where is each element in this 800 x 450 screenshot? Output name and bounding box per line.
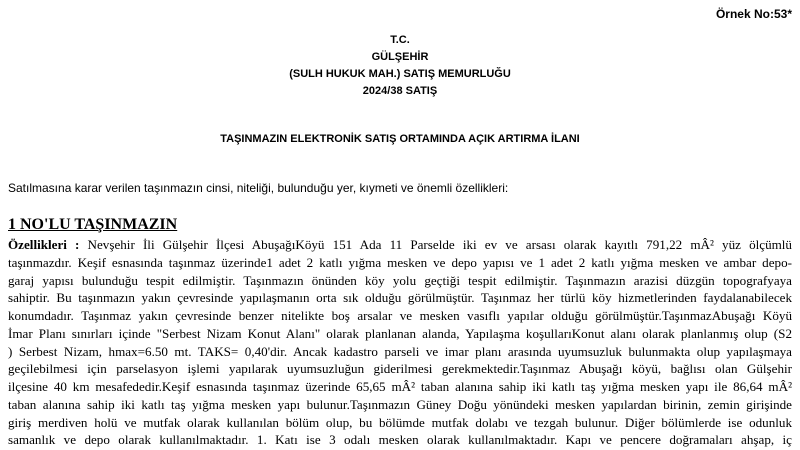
features-label: Özellikleri :	[8, 237, 80, 252]
features-paragraph	[8, 236, 792, 449]
features-line-5: İmar Planı sınırları içinde "Serbest Nizam Konut Alanı" olarak planlanan alanda, Yapılaşma koşullarıKonut alanı olarak planlanmış olup (S2	[8, 325, 792, 341]
features-line-8: ilçesine 40 km mesafededir.Keşif esnasında taşınmaz üzerinde 65,65 mÂ² taban alanına sahip iki katlı taş yığma mesken yapı ile 86,64 mÂ²	[8, 379, 792, 394]
intro-paragraph: Satılmasına karar verilen taşınmazın cinsi, niteliği, bulunduğu yer, kıymeti ve önemli özellikleri:	[8, 181, 509, 195]
features-line-3: sahiptir. Bu taşınmazın yakın çevresinde yapılaşmanın orta sık olduğu görülmüştür. Taşınmaz her türlü köy hizmetlerinden faydalanabilecek	[8, 290, 792, 306]
features-line-4: konumdadır. Taşınmaz yakın çevresinde benzer nitelikte boş arsalar ve mesken vasıflı yapılar olduğu görülmüştür.TaşınmazAbuşağı Köyü	[8, 308, 792, 323]
header-line-tc: T.C.	[390, 34, 410, 46]
features-line-10: giriş merdiven holü ve mutfak olarak kullanılan bölüm olup, bu bölümde mutfak dolabı ve tezgah bulunur. Diğer bölümlerde ise odunluk	[8, 414, 792, 430]
section-title: 1 NO'LU TAŞINMAZIN	[8, 216, 178, 233]
features-line-0-text: Nevşehir İli Gülşehir İlçesi AbuşağıKöyü 151 Ada 11 Parselde iki ev ve arsası olarak kayıtlı 791,22 mÂ² yüz ölçümlü	[79, 237, 792, 252]
sample-number: Örnek No:53*	[715, 7, 792, 21]
features-line-7: geçilebilmesi için parselasyon işlemi yapılarak uyumsuzluğun giderilmesi gerekmektedir.Taşınmaz Abuşağı köyü, bağlısı olan Gülşehir	[8, 361, 792, 377]
header-line-city: GÜLŞEHİR	[371, 51, 429, 63]
features-line-6: ) Serbest Nizam, hmax=6.50 mt. TAKS= 0,40'dir. Ancak kadastro parseli ve imar planı arasında uyumsuzluk bulunmakta olup yapılaşmaya	[8, 343, 792, 359]
features-line-0	[8, 236, 792, 254]
document-header	[0, 32, 800, 100]
notice-title: TAŞINMAZIN ELEKTRONİK SATIŞ ORTAMINDA AÇIK ARTIRMA İLANI	[220, 133, 580, 145]
features-line-2: garaj yapısı bulunduğu tespit edilmiştir. Taşınmazın önünden köy yolu geçtiği tespit edilmiştir. Taşınmazın arazisi düzgün topografyaya	[8, 272, 792, 288]
header-line-office: (SULH HUKUK MAH.) SATIŞ MEMURLUĞU	[289, 68, 511, 80]
header-line-case-no: 2024/38 SATIŞ	[362, 85, 438, 97]
features-line-11: samanlık ve depo olarak kullanılmaktadır. 1. Katı ise 3 odalı mesken olarak kullanılmaktadır. Kapı ve pencere doğramaları ahşap, iç	[8, 432, 792, 448]
features-line-9: taban alanına sahip iki katlı taş yığma mesken yapı bulunur.Taşınmazın Güney Doğu yönündeki mesken yapılardan birinin, zemin girişinde	[8, 396, 792, 412]
features-line-1: taşınmazdır. Keşif esnasında taşınmaz üzerinde1 adet 2 katlı yığma mesken ve depo yapısı ve 1 adet 2 katlı yığma mesken ve ambar depo-	[8, 254, 792, 270]
